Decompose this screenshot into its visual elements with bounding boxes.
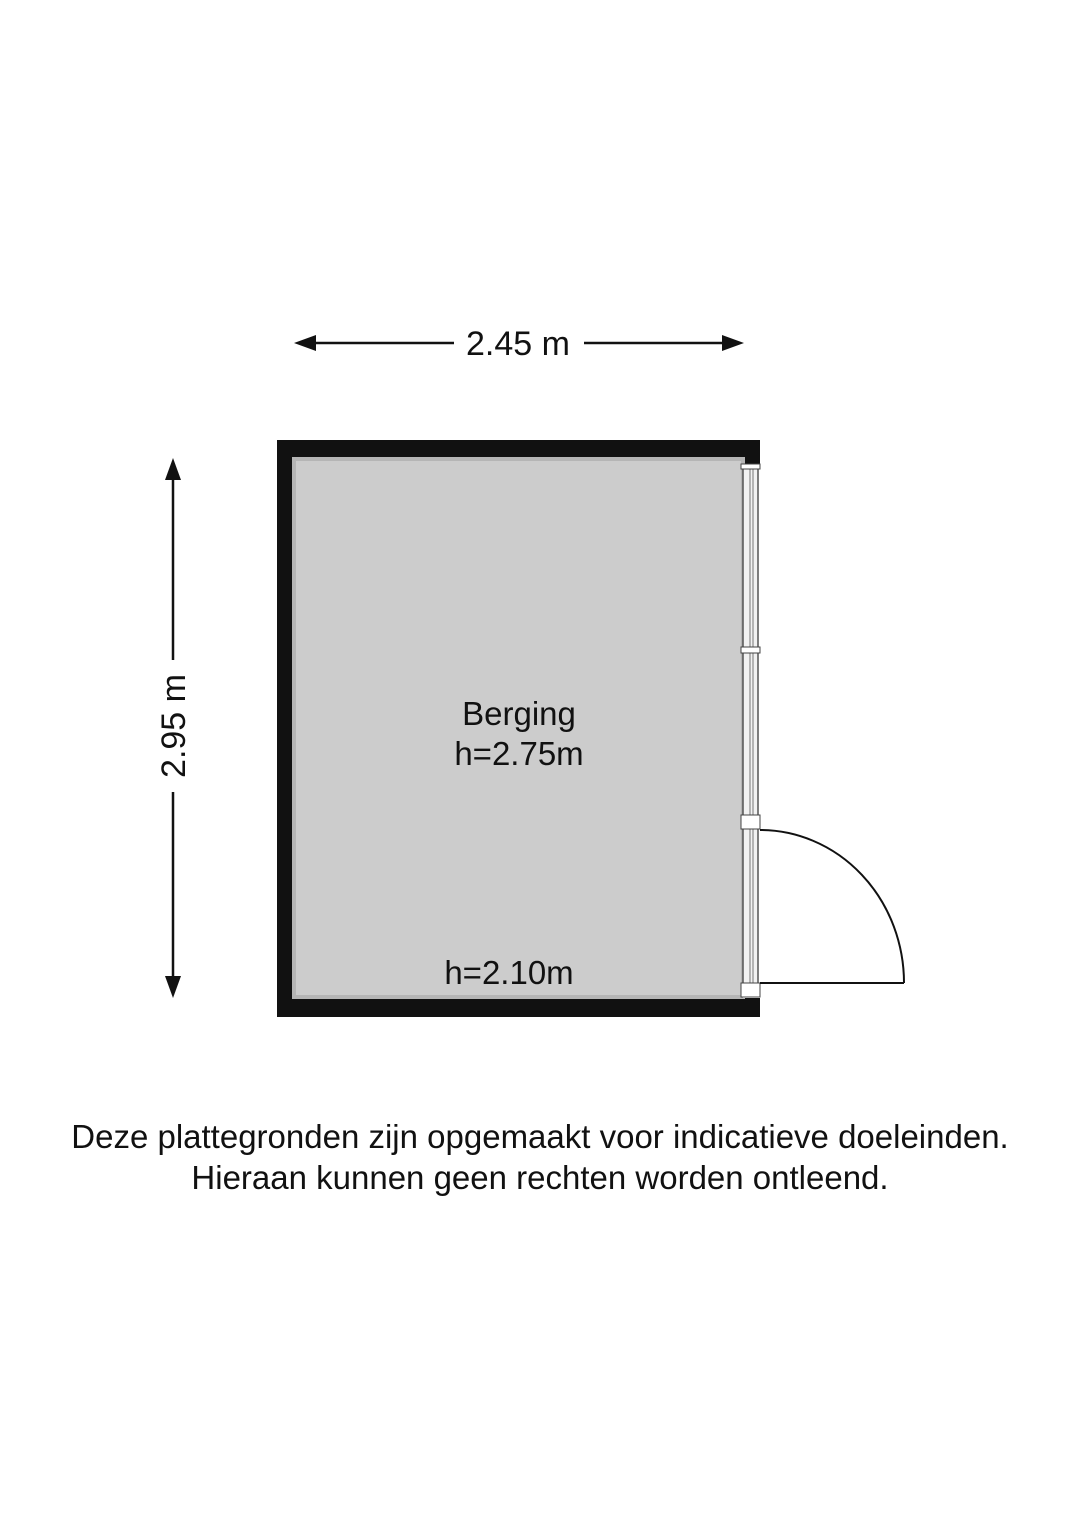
height-label: 2.95 m: [155, 674, 193, 778]
disclaimer-line-1: Deze plattegronden zijn opgemaakt voor indicatieve doeleinden.: [71, 1118, 1009, 1155]
width-arrow-left-icon: [294, 335, 316, 351]
window-post-top: [741, 464, 760, 469]
height-arrow-up-icon: [165, 458, 181, 480]
disclaimer-line-2: Hieraan kunnen geen rechten worden ontleend.: [191, 1159, 889, 1196]
door-swing-icon: [760, 830, 904, 983]
window-post-2: [741, 815, 760, 829]
window-post-bottom: [741, 983, 760, 997]
window-panel-top: [743, 465, 758, 650]
width-arrow-right-icon: [722, 335, 744, 351]
room-berging: [277, 440, 904, 1017]
height-arrow-down-icon: [165, 976, 181, 998]
door-panel: [743, 818, 758, 993]
width-label: 2.45 m: [466, 325, 570, 363]
room-name: Berging: [462, 695, 576, 732]
disclaimer: [0, 1116, 1080, 1198]
room-ceiling-height: h=2.75m: [454, 735, 584, 772]
height-dimension: [155, 458, 193, 998]
window-panel-middle: [743, 650, 758, 818]
width-dimension: [294, 325, 744, 363]
door-height-label: h=2.10m: [444, 954, 574, 991]
window-post-1: [741, 647, 760, 653]
